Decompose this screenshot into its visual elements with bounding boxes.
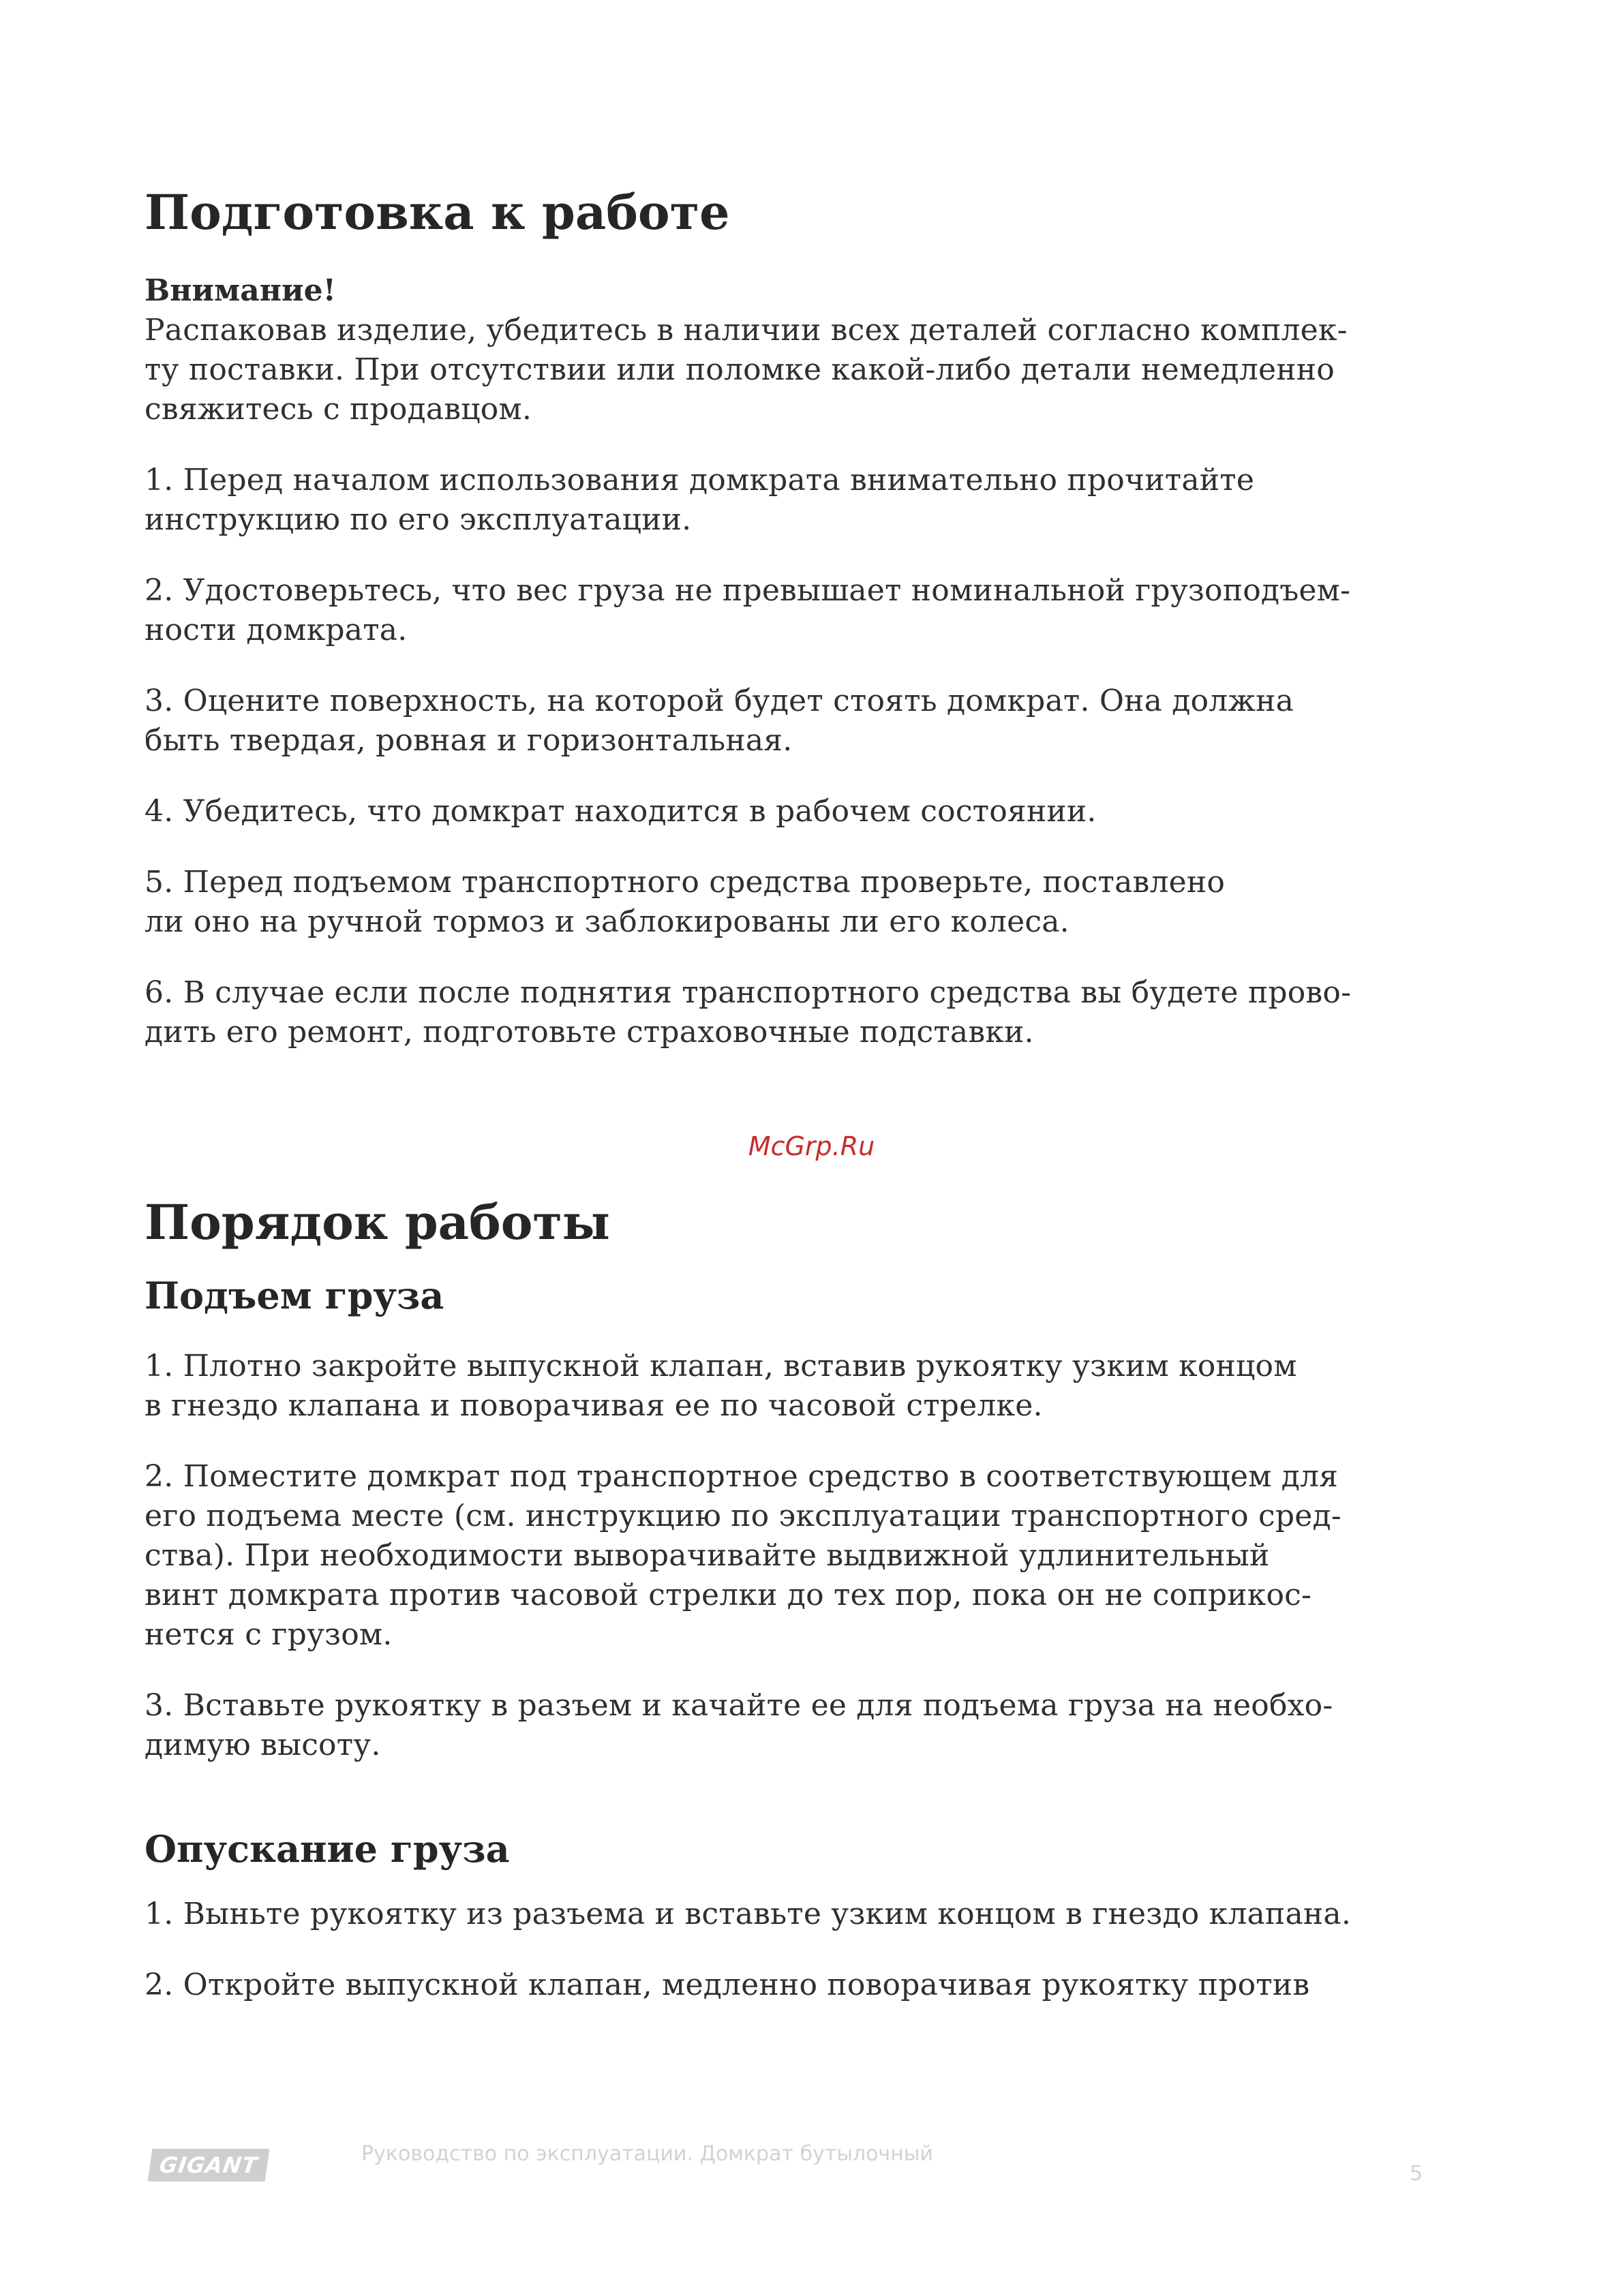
subsection-title-lifting: Подъем груза: [145, 1274, 444, 1317]
subsection-title-lowering: Опускание груза: [145, 1827, 510, 1871]
prep-item-6: 6. В случае если после поднятия транспортного средства вы будете прово- дить его ремонт, подготовьте страховочные подставки.: [145, 975, 1352, 1050]
footer-title: Руководство по эксплуатации. Домкрат бутылочный: [361, 2142, 933, 2166]
watermark: McGrp.Ru: [748, 1131, 875, 1161]
prep-item-1: 1. Перед началом использования домкрата внимательно прочитайте инструкцию по его эксплуатации.: [145, 463, 1255, 537]
prep-item-2: 2. Удостоверьтесь, что вес груза не превышает номинальной грузоподъем- ности домкрата.: [145, 573, 1351, 647]
lifting-item-1: 1. Плотно закройте выпускной клапан, вставив рукоятку узким концом в гнездо клапана и поворачивая ее по часовой стрелке.: [145, 1349, 1297, 1423]
intro-paragraph: Распаковав изделие, убедитесь в наличии всех деталей согласно комплек- ту поставки. При отсутствии или поломке какой-либо детали немедленно свяжитесь с продавцом.: [145, 313, 1348, 427]
lowering-item-2: 2. Откройте выпускной клапан, медленно поворачивая рукоятку против: [145, 1968, 1310, 2002]
brand-logo: GIGANT: [148, 2149, 270, 2182]
lowering-item-1: 1. Выньте рукоятку из разъема и вставьте узким концом в гнездо клапана.: [145, 1897, 1352, 1931]
section-title-work: Порядок работы: [145, 1194, 610, 1251]
page-number: 5: [1410, 2162, 1423, 2186]
attention-label: Внимание!: [145, 273, 336, 308]
section-title-preparation: Подготовка к работе: [145, 184, 730, 241]
lifting-item-2: 2. Поместите домкрат под транспортное средство в соответствующем для его подъема месте (см. инструкцию по эксплуатации транспортного сред- ства). При необходимости выворачивайте выдвижной удлинительный винт домкрата против часовой стрелки до тех пор, пока он не соприкос- нется с грузом.: [145, 1459, 1341, 1652]
prep-item-4: 4. Убедитесь, что домкрат находится в рабочем состоянии.: [145, 794, 1097, 829]
lifting-item-3: 3. Вставьте рукоятку в разъем и качайте ее для подъема груза на необхо- димую высоту.: [145, 1688, 1333, 1762]
page-content: [145, 184, 1440, 2005]
prep-item-5: 5. Перед подъемом транспортного средства проверьте, поставлено ли оно на ручной тормоз и заблокированы ли его колеса.: [145, 865, 1226, 939]
prep-item-3: 3. Оцените поверхность, на которой будет стоять домкрат. Она должна быть твердая, ровная и горизонтальная.: [145, 684, 1294, 758]
